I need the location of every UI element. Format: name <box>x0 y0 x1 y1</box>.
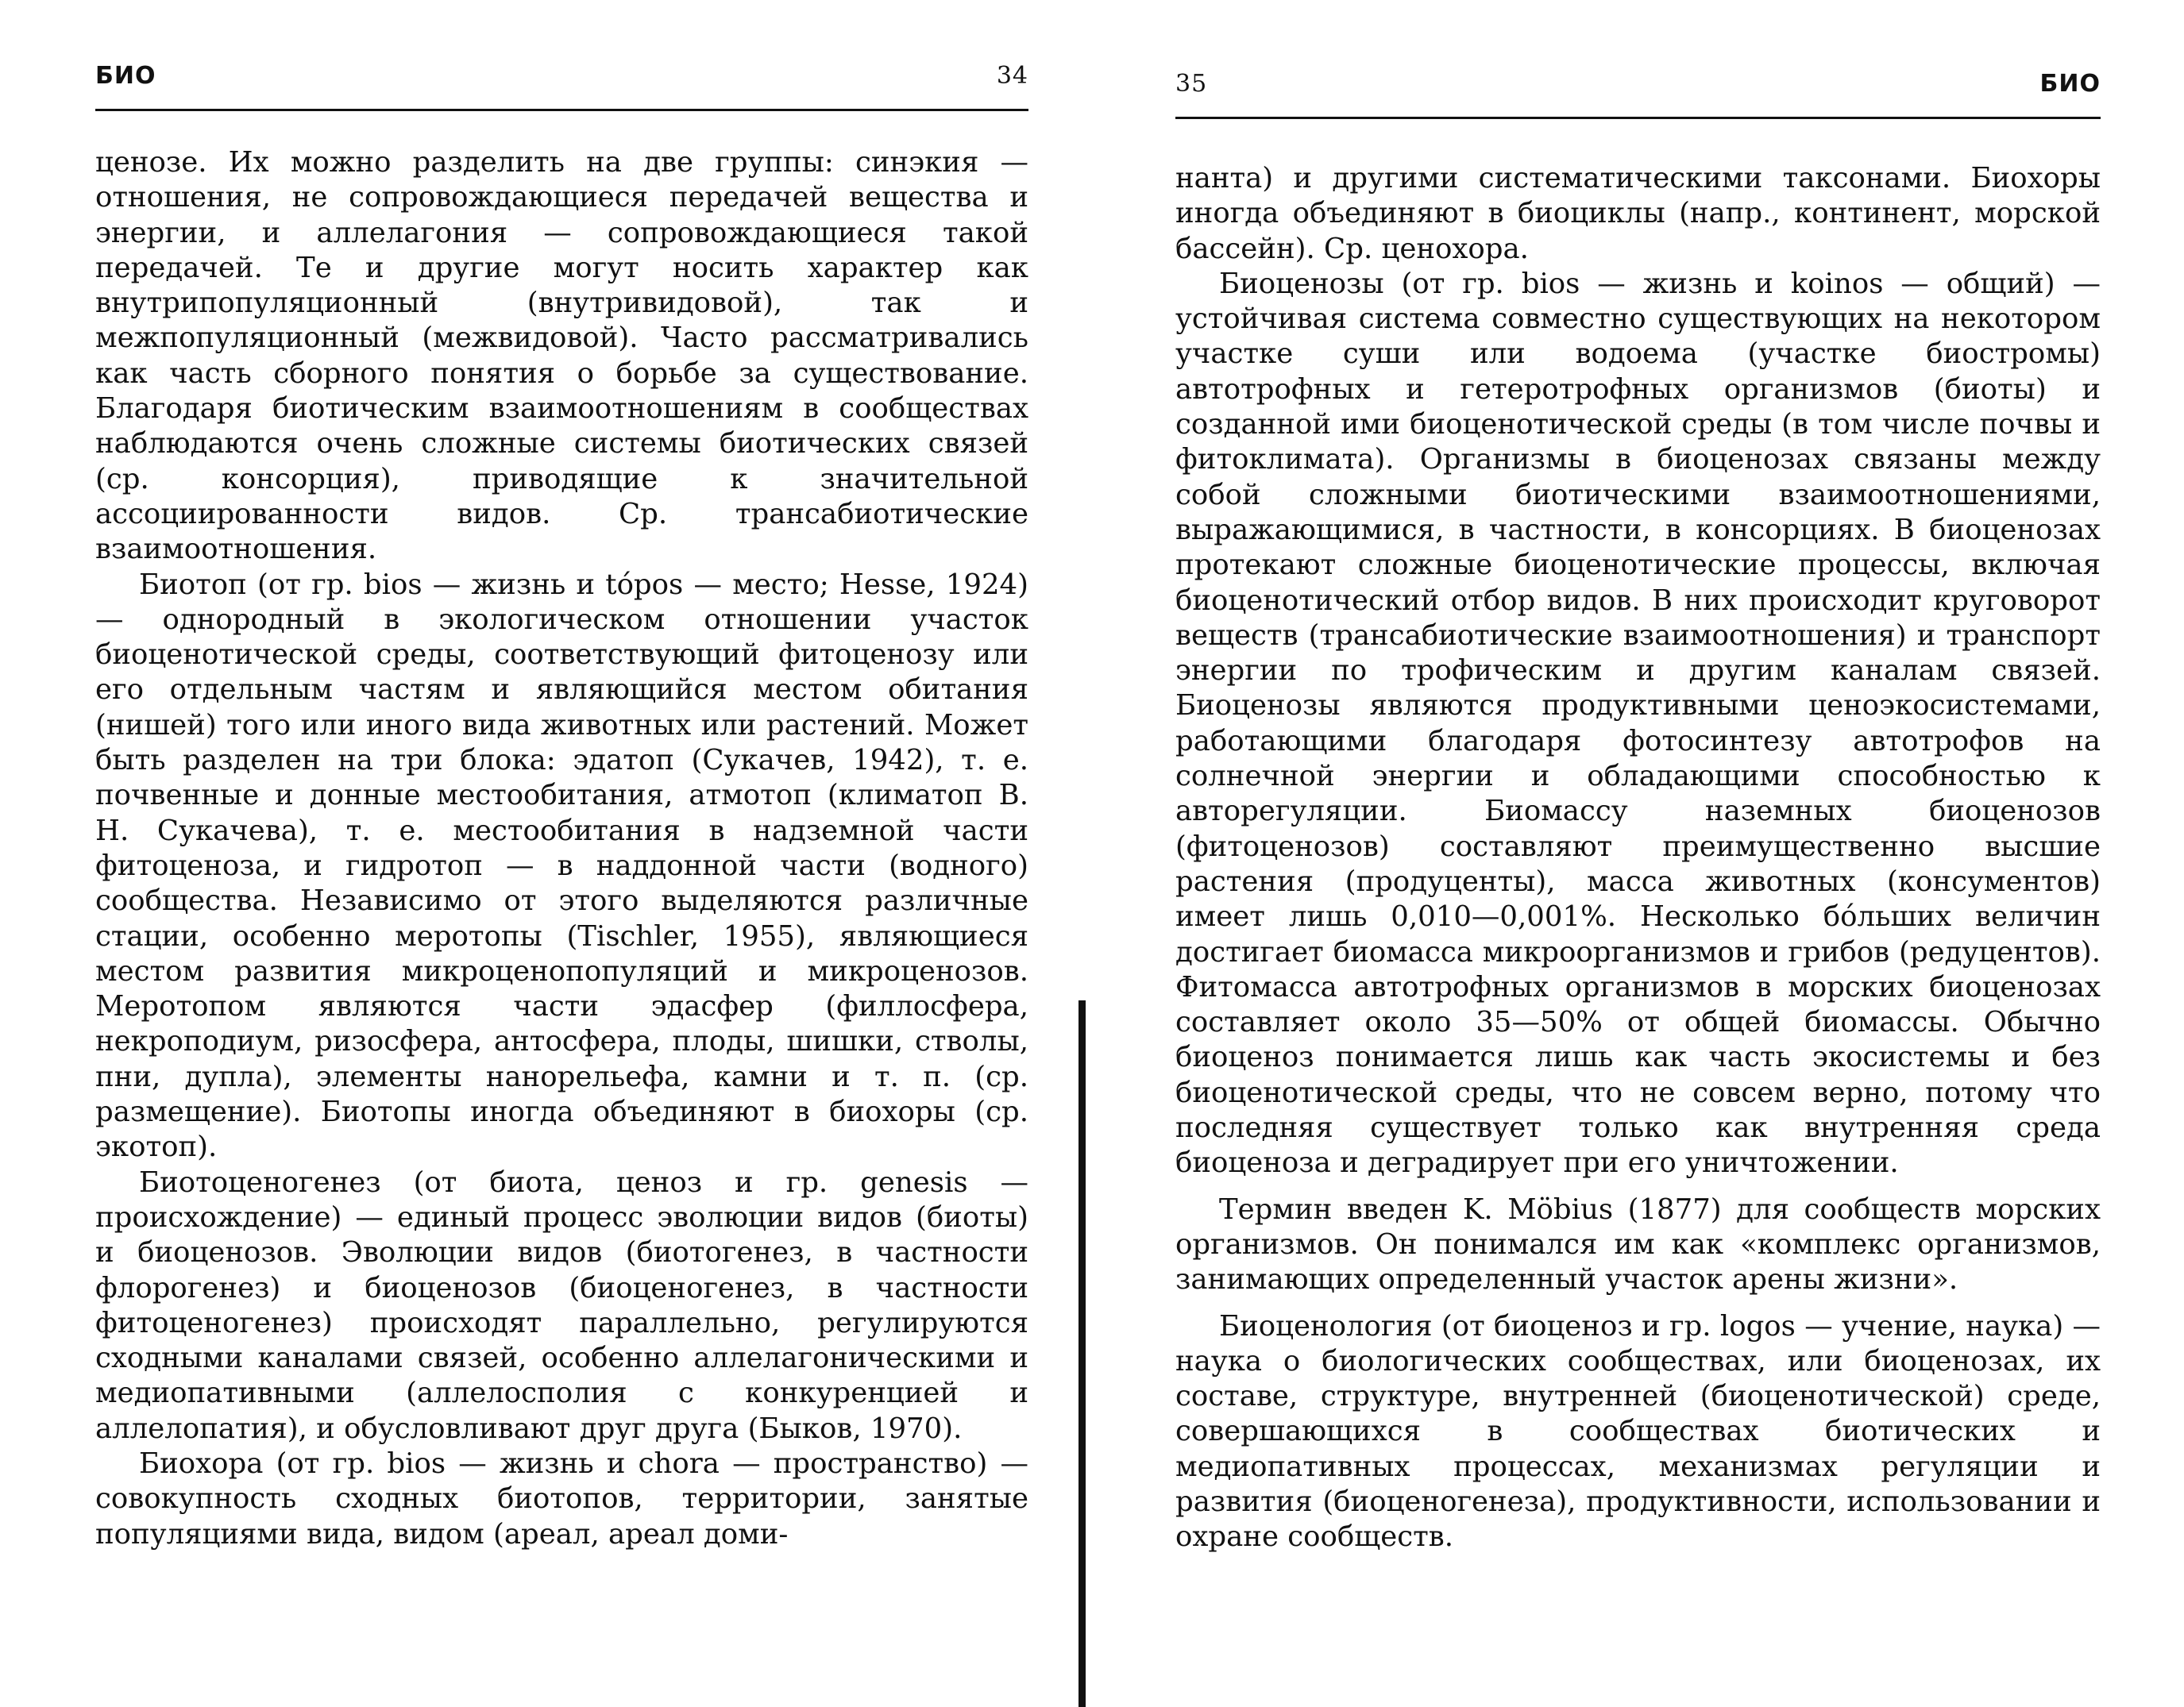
paragraph-term: Термин введен K. Möbius (1877) для сообществ морских организмов. Он понимался им как «комплекс организмов, занимающих определенный участок арены жизни». <box>1175 1193 2101 1297</box>
left-page <box>0 0 1068 1707</box>
page-number-left: 34 <box>996 62 1028 90</box>
header-rule <box>1175 117 2101 119</box>
page-number-right: 35 <box>1175 70 1208 98</box>
entry-biotop: Биотоп (от гр. bios — жизнь и tópos — место; Hesse, 1924) — однородный в экологическом отношении участок биоценотической среды, соответствующий фитоценозу или его отдельным частям и являющийся местом обитания (нишей) того или иного вида животных или растений. Может быть разделен на три блока: эдатоп (Сукачев, 1942), т. е. почвенные и донные местообитания, атмотоп (климатоп В. Н. Сукачева), т. е. местообитания в надземной части фитоценоза, и гидротоп — в наддонной части (водного) сообщества. Независимо от этого выделяются различные стации, особенно меротопы (Tischler, 1955), являющиеся местом развития микроценопопуляций и микроценозов. Меротопом являются части эдасфер (филлосфера, некроподиум, ризосфера, антосфера, плоды, шишки, стволы, пни, дупла), элементы нанорельефа, камни и т. п. (ср. размещение). Биотопы иногда объединяют в биохоры (ср. экотоп). <box>95 568 1028 1164</box>
entry-biocenozy: Биоценозы (от гр. bios — жизнь и koinos — общий) — устойчивая система совместно существующих на некотором участке суши или водоема (участке биостромы) автотрофных и гетеротрофных организмов (биоты) и созданной ими биоценотической среды (в том числе почвы и фитоклимата). Организмы в биоценозах связаны между собой сложными биотическими взаимоотношениями, выражающимися, в частности, в консорциях. В биоценозах протекают сложные биоценотические процессы, включая биоценотический отбор видов. В них происходит круговорот веществ (трансабиотические взаимоотношения) и транспорт энергии по трофическим и другим каналам связей. Биоценозы являются продуктивными ценоэкосистемами, работающими благодаря фотосинтезу автотрофов на солнечной энергии и обладающими способностью к авторегуляции. Биомассу наземных биоценозов (фитоценозов) составляют преимущественно высшие растения (продуценты), масса животных (консументов) имеет лишь 0,010—0,001%. Несколько бóльших величин достигает биомасса микроорганизмов и грибов (редуцентов). Фитомасса автотрофных организмов в морских биоценозах составляет около 35—50% от общей биомассы. Обычно биоценоз понимается лишь как часть экосистемы и без биоценотической среды, что не совсем верно, потому что последняя существует только как внутренняя среда биоценоза и деградирует при его уничтожении. <box>1175 267 2101 1180</box>
running-head-left: БИО <box>95 62 156 90</box>
entry-biocenologiya: Биоценология (от биоценоз и гр. logos — учение, наука) — наука о биологических сообществах, или биоценозах, их составе, структуре, внутренней (биоценотической) среде, совершающихся в сообществах биотических и медиопативных процессах, механизмах регуляции и развития (биоценогенеза), продуктивности, использовании и охране сообществ. <box>1175 1309 2101 1554</box>
left-page-header <box>95 62 1028 100</box>
entry-biohora: Биохора (от гр. bios — жизнь и chora — пространство) — совокупность сходных биотопов, территории, занятые популяциями вида, видом (ареал, ареал доми- <box>95 1447 1028 1551</box>
paragraph: ценозе. Их можно разделить на две группы: синэкия — отношения, не сопровождающиеся передачей вещества и энергии, и аллелагония — сопровождающиеся такой передачей. Те и другие могут носить характер как внутрипопуляционный (внутривидовой), так и межпопуляционный (межвидовой). Часто рассматривались как часть сборного понятия о борьбе за существование. Благодаря биотическим взаимоотношениям в сообществах наблюдаются очень сложные системы биотических связей (ср. консорция), приводящие к значительной ассоциированности видов. Ср. трансабиотические взаимоотношения. <box>95 146 1028 566</box>
paragraph: нанта) и другими систематическими таксонами. Биохоры иногда объединяют в биоциклы (напр., континент, морской бассейн). Ср. ценохора. <box>1175 162 2101 265</box>
running-head-right: БИО <box>2039 70 2101 98</box>
entry-biotocenogenez: Биотоценогенез (от биота, ценоз и гр. genesis — происхождение) — единый процесс эволюции видов (биоты) и биоценозов. Эволюции видов (биотогенез, в частности флорогенез) и биоценозов (биоценогенез, в частности фитоценогенез) происходят параллельно, регулируются сходными каналами связей, особенно аллелагоническими и медиопативными (аллелосполия с конкуренцией и аллелопатия), и обусловливают друг друга (Быков, 1970). <box>95 1166 1028 1445</box>
book-spine-shadow <box>1078 1000 1086 1707</box>
left-text-column <box>95 145 1028 1552</box>
right-page-header <box>1175 70 2101 108</box>
right-page <box>1096 0 2184 1707</box>
right-text-column <box>1175 161 2101 1555</box>
header-rule <box>95 109 1028 111</box>
